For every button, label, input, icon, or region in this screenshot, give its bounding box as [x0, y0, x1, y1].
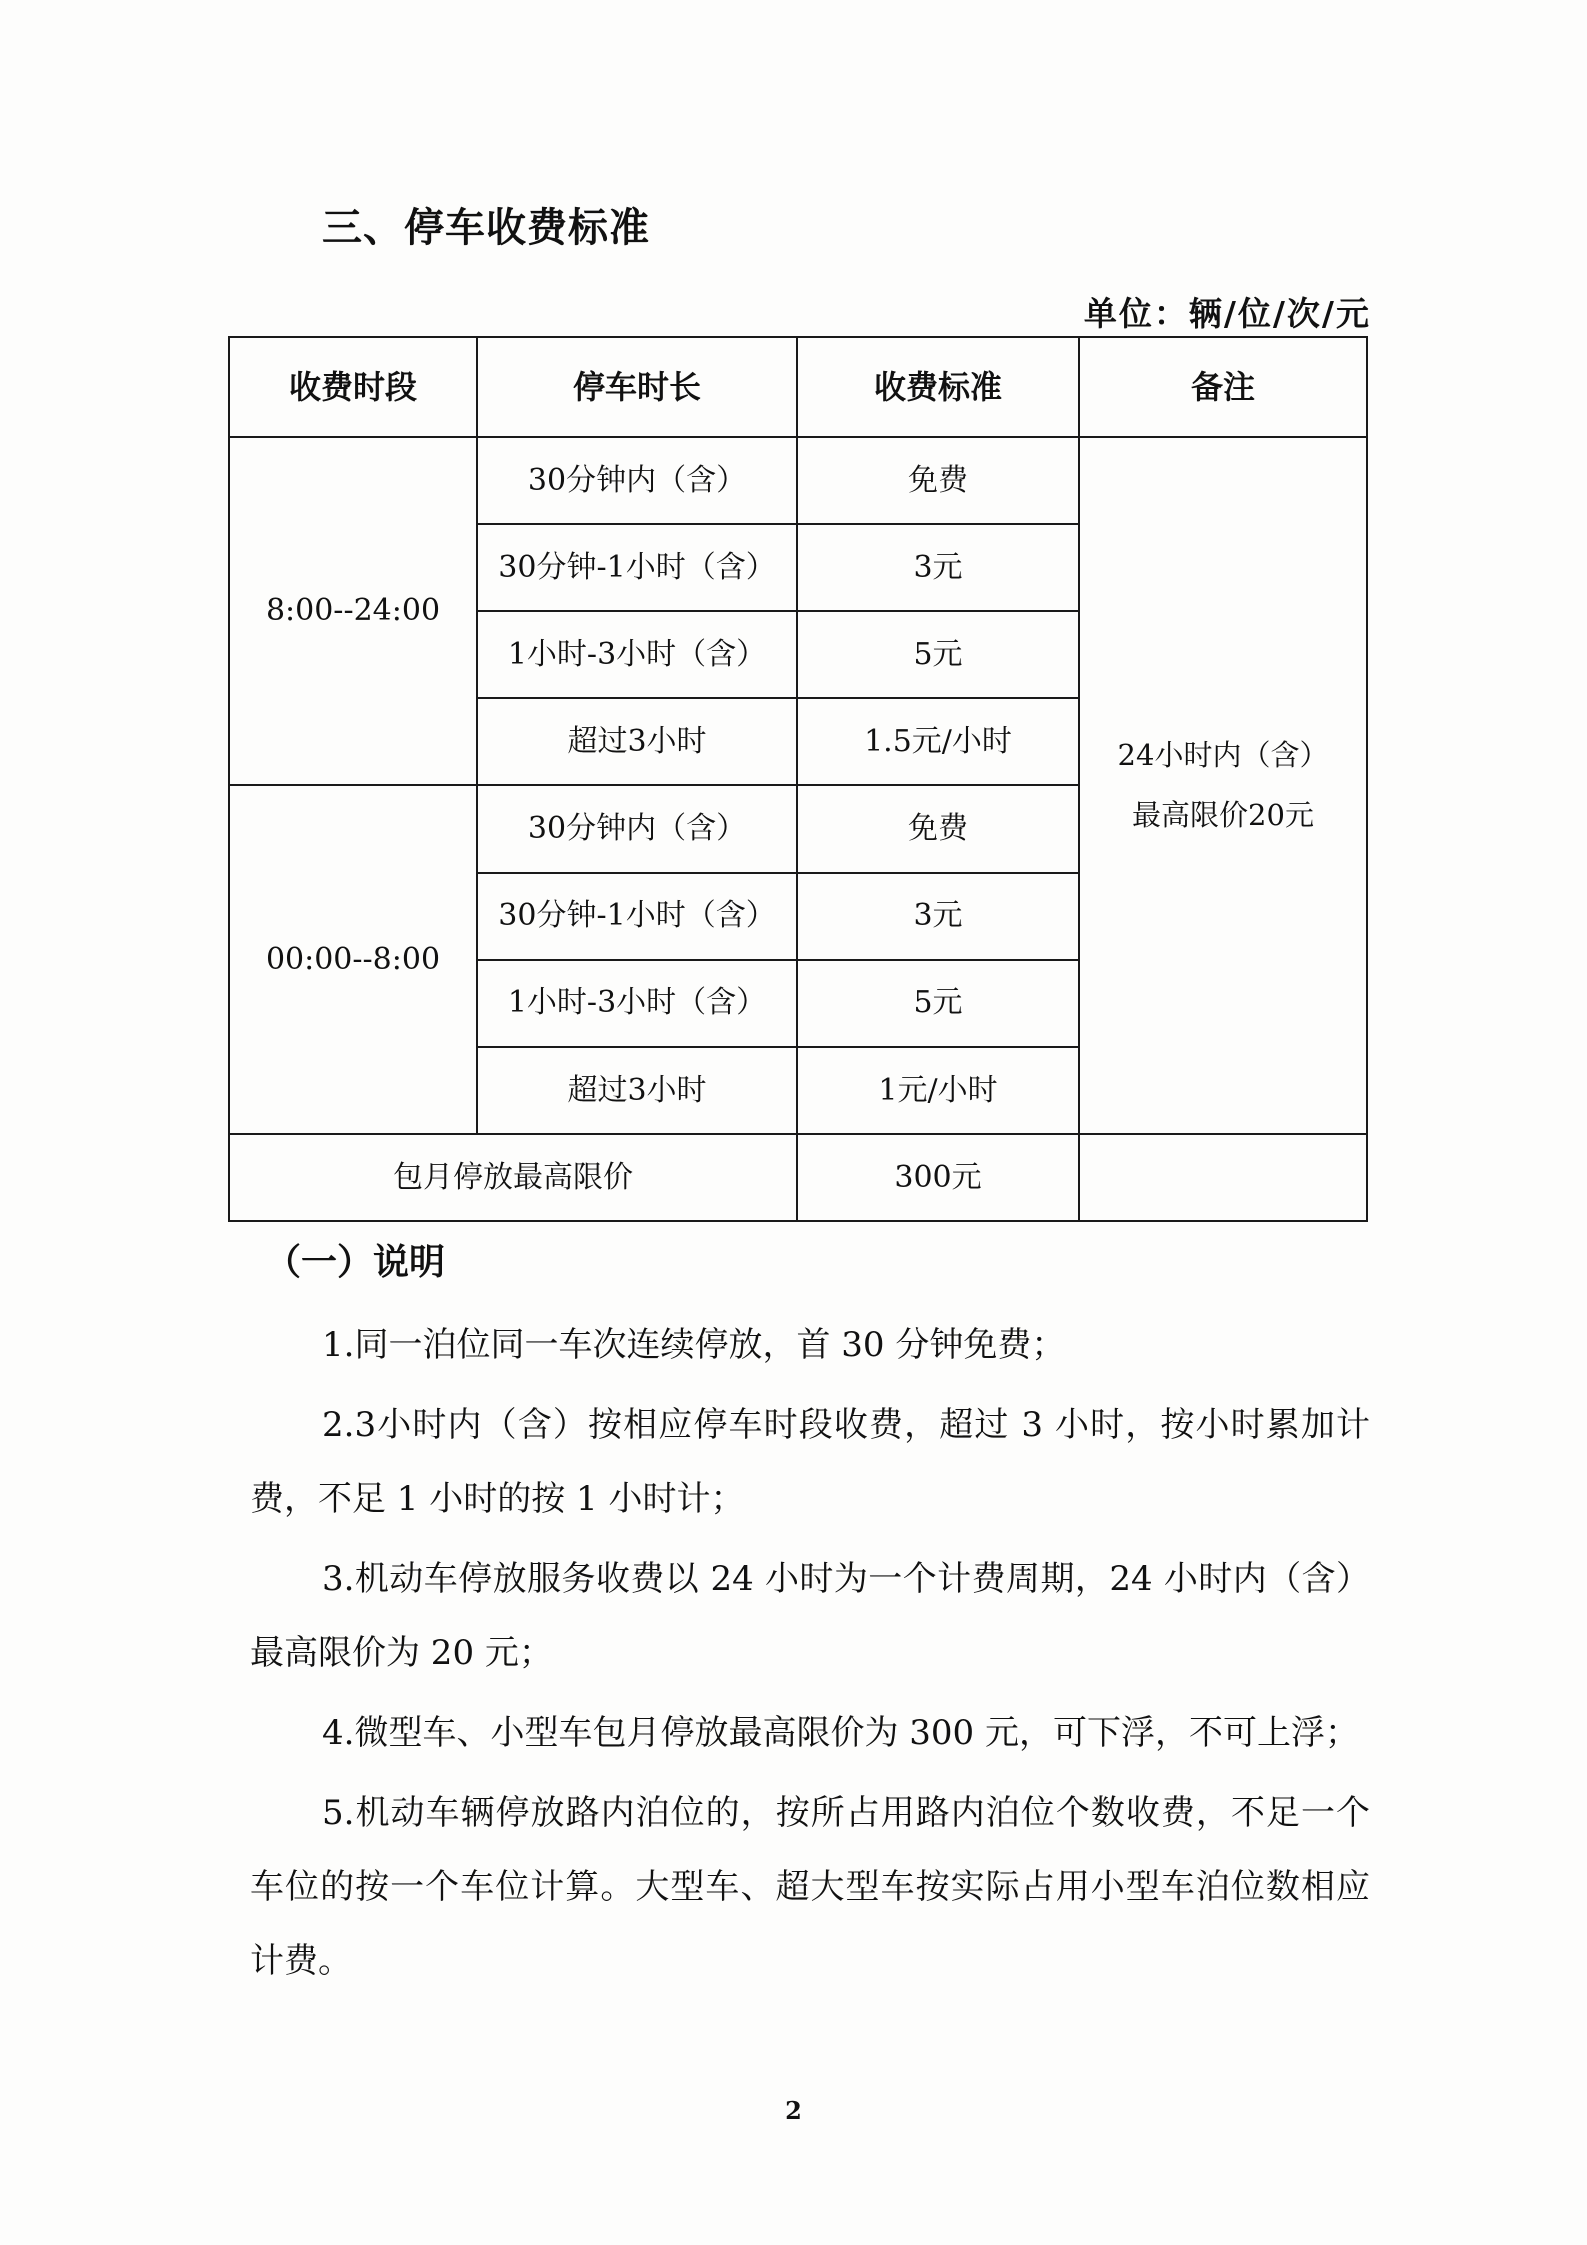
fee-cell: 免费 — [797, 437, 1079, 524]
duration-cell: 超过3小时 — [477, 698, 797, 785]
note-item: 4.微型车、小型车包月停放最高限价为 300 元，可下浮，不可上浮； — [322, 1713, 1359, 1753]
unit-label: 单位：辆/位/次/元 — [1083, 294, 1371, 333]
section-title: 三、停车收费标准 — [322, 205, 650, 251]
period-day: 8:00--24:00 — [229, 437, 477, 785]
duration-cell: 1小时-3小时（含） — [477, 960, 797, 1047]
fee-cell: 免费 — [797, 785, 1079, 872]
table-header-row — [229, 337, 1367, 437]
note-item: 1.同一泊位同一车次连续停放，首 30 分钟免费； — [322, 1325, 1066, 1365]
duration-cell: 超过3小时 — [477, 1047, 797, 1134]
note-item: 3.机动车停放服务收费以 24 小时为一个计费周期，24 小时内（含）最高限价为 20 元； — [250, 1559, 1370, 1673]
note-item: 2.3小时内（含）按相应停车时段收费，超过 3 小时，按小时累加计费，不足 1 小时的按 1 小时计； — [250, 1405, 1370, 1519]
fee-cell: 3元 — [797, 873, 1079, 960]
fee-cell: 5元 — [797, 960, 1079, 1047]
duration-cell: 30分钟-1小时（含） — [477, 524, 797, 611]
period-night: 00:00--8:00 — [229, 785, 477, 1133]
fee-cell: 1.5元/小时 — [797, 698, 1079, 785]
duration-cell: 30分钟-1小时（含） — [477, 873, 797, 960]
page-number: 2 — [785, 2096, 802, 2125]
fee-cell: 3元 — [797, 524, 1079, 611]
remark-cell: 24小时内（含）最高限价20元 — [1079, 437, 1367, 1134]
duration-cell: 1小时-3小时（含） — [477, 611, 797, 698]
notes-title: （一）说明 — [265, 1242, 446, 1283]
fee-cell: 5元 — [797, 611, 1079, 698]
parking-fee-table — [228, 336, 1368, 1222]
fee-cell: 1元/小时 — [797, 1047, 1079, 1134]
monthly-label: 包月停放最高限价 — [229, 1134, 797, 1221]
duration-cell: 30分钟内（含） — [477, 785, 797, 872]
notes-list — [250, 1308, 1370, 2004]
table-row — [229, 437, 1367, 524]
monthly-remark — [1079, 1134, 1367, 1221]
header-duration: 停车时长 — [477, 337, 797, 437]
monthly-fee: 300元 — [797, 1134, 1079, 1221]
note-item: 5.机动车辆停放路内泊位的，按所占用路内泊位个数收费，不足一个车位的按一个车位计算。大型车、超大型车按实际占用小型车泊位数相应计费。 — [250, 1793, 1370, 1981]
duration-cell: 30分钟内（含） — [477, 437, 797, 524]
header-period: 收费时段 — [229, 337, 477, 437]
table-row-monthly — [229, 1134, 1367, 1221]
header-fee: 收费标准 — [797, 337, 1079, 437]
header-remark: 备注 — [1079, 337, 1367, 437]
